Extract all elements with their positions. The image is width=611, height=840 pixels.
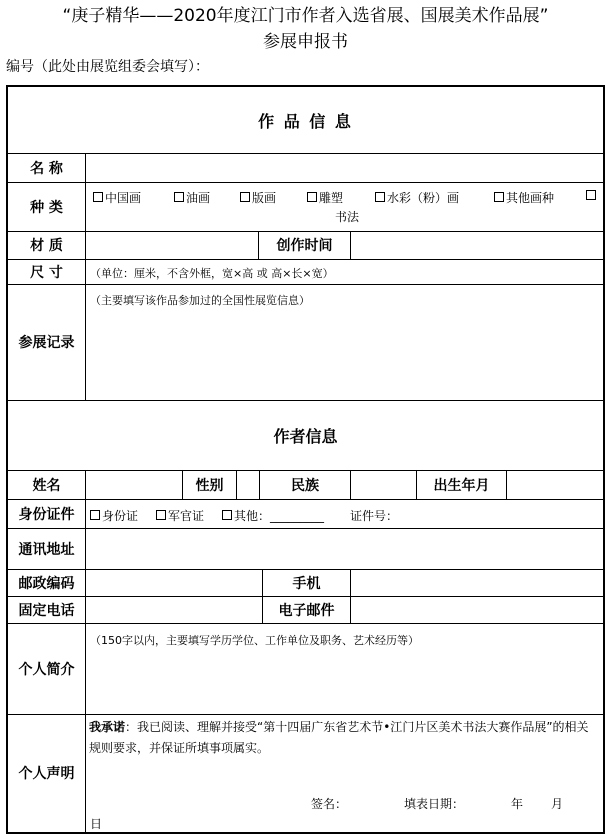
artwork-type-label: 种 类 (30, 199, 63, 216)
birth-date-label: 出生年月 (433, 477, 490, 494)
postcode-field[interactable] (86, 570, 262, 596)
gender-label: 性别 (195, 477, 224, 494)
mobile-field[interactable] (351, 570, 603, 596)
artwork-info-heading: 作 品 信 息 (258, 111, 353, 131)
landline-label: 固定电话 (18, 602, 75, 619)
type-option-oil-painting[interactable]: 油画 (174, 189, 210, 206)
landline-field[interactable] (86, 597, 262, 623)
checkbox-icon (586, 190, 596, 200)
date-day-label: 日 (90, 817, 103, 831)
type-option-print[interactable]: 版画 (240, 189, 276, 206)
author-name-label: 姓名 (32, 477, 61, 494)
type-option-sculpture[interactable]: 雕塑 (307, 189, 343, 206)
checkbox-icon (174, 192, 184, 202)
fill-date-label: 填表日期： (404, 797, 465, 811)
checkbox-icon (494, 192, 504, 202)
creation-time-label: 创作时间 (276, 238, 333, 254)
application-form-table (6, 85, 605, 834)
serial-number-note: 编号（此处由展览组委会填写）： (6, 59, 209, 75)
checkbox-icon (93, 192, 103, 202)
size-note: （单位：厘米，不含外框，宽×高 或 高×长×宽） (90, 267, 334, 280)
creation-time-field[interactable] (351, 232, 603, 259)
birth-date-field[interactable] (507, 471, 603, 499)
commitment-body: ：我已阅读、理解并接受“第十四届广东省艺术节•江门片区美术书法大赛作品展”的相关规则要求，并保证所填事项属实。 (89, 720, 589, 755)
id-option-officer-card[interactable]: 军官证 (156, 507, 204, 524)
id-document-label: 身份证件 (18, 506, 75, 523)
address-field[interactable] (86, 529, 603, 569)
bio-note: （150字以内，主要填写学历学位、工作单位及职务、艺术经历等） (90, 634, 419, 647)
author-name-field[interactable] (86, 471, 182, 499)
checkbox-icon (222, 510, 232, 520)
type-option-calligraphy-label: 书法 (335, 210, 360, 224)
commitment-lead: 我承诺 (89, 720, 126, 734)
address-label: 通讯地址 (18, 541, 75, 558)
material-field[interactable] (86, 232, 258, 259)
bio-label: 个人简介 (18, 661, 75, 678)
type-option-other[interactable]: 其他画种 (494, 189, 554, 206)
id-number-label: 证件号： (350, 509, 399, 523)
id-option-id-card[interactable]: 身份证 (90, 507, 138, 524)
checkbox-icon (240, 192, 250, 202)
date-month-label: 月 (551, 797, 564, 811)
exhibit-record-label: 参展记录 (18, 335, 75, 351)
type-option-chinese-painting[interactable]: 中国画 (93, 189, 141, 206)
signature-label: 签名： (311, 797, 348, 811)
checkbox-icon (307, 192, 317, 202)
size-label: 尺 寸 (30, 264, 63, 281)
ethnicity-field[interactable] (351, 471, 416, 499)
type-option-watercolor[interactable]: 水彩（粉）画 (375, 189, 459, 206)
type-option-calligraphy-checkbox[interactable] (586, 189, 598, 203)
id-option-other[interactable]: 其他：_________ (222, 507, 324, 524)
exhibit-record-note: （主要填写该作品参加过的全国性展览信息） (90, 294, 310, 307)
author-info-heading: 作者信息 (273, 426, 338, 446)
artwork-name-label: 名 称 (30, 160, 63, 177)
checkbox-icon (156, 510, 166, 520)
material-label: 材 质 (30, 238, 63, 254)
mobile-label: 手机 (292, 575, 321, 592)
ethnicity-label: 民族 (291, 477, 319, 494)
checkbox-icon (90, 510, 100, 520)
checkbox-icon (375, 192, 385, 202)
statement-label: 个人声明 (18, 766, 75, 782)
artwork-name-field[interactable] (86, 154, 603, 182)
statement-text (89, 717, 594, 759)
date-year-label: 年 (511, 797, 524, 811)
gender-field[interactable] (237, 471, 259, 499)
postcode-label: 邮政编码 (18, 575, 75, 592)
email-field[interactable] (351, 597, 603, 623)
form-title: “庚子精华——2020年度江门市作者入选省展、国展美术作品展” (62, 6, 549, 26)
email-label: 电子邮件 (278, 602, 335, 619)
form-subtitle: 参展申报书 (263, 32, 348, 52)
